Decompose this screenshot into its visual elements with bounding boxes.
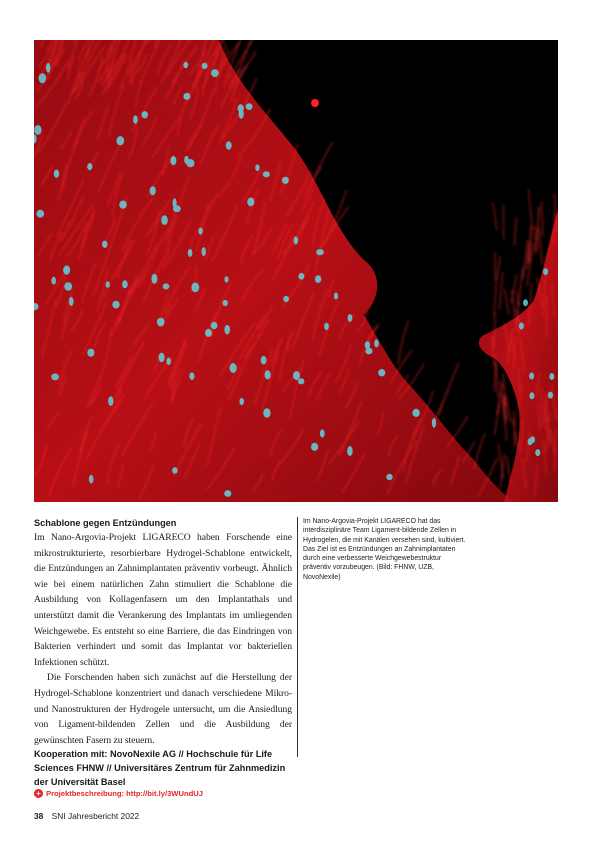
cell-nucleus: [87, 163, 92, 170]
cell-nucleus: [226, 141, 232, 150]
cell-nucleus: [173, 198, 177, 208]
cell-nucleus: [265, 370, 271, 379]
column-divider: [297, 517, 298, 757]
cell-nucleus: [282, 177, 289, 184]
cell-nucleus: [89, 475, 94, 484]
cell-nucleus: [112, 301, 119, 309]
project-link-text[interactable]: Projektbeschreibung: http://bit.ly/3WUndUJ: [46, 789, 203, 799]
cell-nucleus: [108, 396, 113, 406]
cell-nucleus: [183, 62, 188, 68]
cell-nucleus: [255, 164, 259, 171]
cell-nucleus: [102, 241, 108, 248]
cell-nucleus: [548, 392, 553, 399]
cell-nucleus: [432, 418, 436, 428]
cell-nucleus: [543, 268, 548, 275]
cell-nucleus: [36, 210, 44, 218]
cell-nucleus: [87, 349, 94, 357]
isolated-cell: [311, 99, 319, 107]
cell-nucleus: [198, 228, 202, 235]
cell-nucleus: [183, 93, 190, 100]
cell-nucleus: [365, 348, 372, 355]
cell-nucleus: [64, 282, 72, 291]
cell-nucleus: [69, 297, 74, 306]
cell-nucleus: [202, 63, 208, 69]
cell-nucleus: [535, 449, 540, 456]
cell-nucleus: [523, 299, 528, 306]
cell-nucleus: [224, 325, 230, 335]
cell-nucleus: [46, 63, 50, 73]
cell-nucleus: [263, 408, 270, 417]
cell-nucleus: [238, 104, 244, 112]
cell-nucleus: [315, 275, 321, 283]
page-number: 38: [34, 811, 44, 821]
cell-nucleus: [39, 73, 47, 83]
microscopy-figure: [34, 40, 558, 502]
cell-nucleus: [239, 398, 244, 405]
cell-nucleus: [320, 429, 325, 437]
plus-icon: +: [34, 789, 43, 798]
cell-nucleus: [334, 292, 338, 299]
cell-nucleus: [223, 300, 228, 306]
cell-nucleus: [298, 273, 304, 280]
cell-nucleus: [106, 281, 110, 288]
cell-nucleus: [230, 363, 237, 373]
cell-nucleus: [529, 392, 534, 399]
cooperation-partners: Kooperation mit: NovoNexile AG // Hochschule für Life Sciences FHNW // Universitäres Zentrum für Zahnmedizin der Universität Basel: [34, 749, 286, 787]
figure-caption: Im Nano-Argovia-Projekt LIGARECO hat das interdisziplinäre Team Ligament-bildende Zellen in Hydrogelen, die mit Kanälen versehen sind, kultiviert. Das Ziel ist es Entzündungen an Zahnimplantaten durch eine verbesserte Weichgewebestruktur präventiv vorzubeugen. (Bild: FHNW, UZB, NovoNexile): [303, 518, 466, 581]
cell-nucleus: [348, 314, 353, 322]
cell-nucleus: [324, 323, 329, 330]
cell-nucleus: [51, 373, 59, 380]
cell-nucleus: [159, 353, 165, 362]
cell-nucleus: [161, 215, 168, 225]
cell-nucleus: [365, 341, 370, 348]
cell-nucleus: [294, 236, 299, 244]
cell-nucleus: [224, 490, 231, 497]
cell-nucleus: [311, 443, 318, 451]
cell-nucleus: [347, 446, 353, 456]
cell-nucleus: [122, 280, 128, 288]
cell-nucleus: [202, 247, 206, 256]
cell-nucleus: [211, 322, 218, 330]
cell-nucleus: [54, 170, 59, 178]
cell-nucleus: [34, 125, 41, 135]
cell-nucleus: [157, 318, 165, 327]
cell-nucleus: [142, 111, 148, 118]
article-headline: Schablone gegen Entzündungen: [34, 518, 177, 528]
cell-nucleus: [133, 115, 138, 124]
article-column: [34, 517, 292, 798]
cell-nucleus: [374, 339, 379, 347]
cell-nucleus: [529, 373, 534, 380]
fluorescence-image: [34, 40, 558, 502]
cell-nucleus: [172, 467, 178, 473]
cell-nucleus: [519, 323, 524, 330]
cell-nucleus: [163, 283, 170, 289]
cell-nucleus: [298, 378, 304, 384]
cell-nucleus: [150, 186, 156, 195]
cell-nucleus: [293, 371, 300, 380]
actin-fiber: [535, 226, 536, 255]
cell-nucleus: [119, 201, 127, 209]
cell-nucleus: [184, 156, 189, 164]
cell-nucleus: [378, 369, 385, 376]
cell-nucleus: [189, 372, 194, 380]
article-paragraph-1: Im Nano-Argovia-Projekt LIGARECO haben Forschende eine mikrostrukturierte, resorbierbare Hydrogel-Schablone entwickelt, die Entzündungen an Zahnimplantaten präventiv vorbeugt. Ähnlich wie bei einem natürlichen Zahn stimuliert die Schablone die Ausbildung von Kollagenfasern um den Implantathals und unterstützt damit die Verankerung des Implantats im umliegenden Weichgewebe. Es entsteht so eine Barriere, die das Eindringen von Bakterien verhindert und somit das Implantat vor bakteriellen Infektionen schützt.: [34, 532, 292, 668]
cell-nucleus: [261, 356, 267, 365]
project-link[interactable]: [34, 789, 292, 798]
cell-nucleus: [51, 277, 56, 285]
publication-title: SNI Jahresbericht 2022: [51, 811, 140, 821]
cell-nucleus: [170, 156, 176, 165]
cell-nucleus: [386, 474, 392, 480]
cell-nucleus: [116, 136, 124, 145]
cell-nucleus: [166, 358, 171, 365]
actin-fiber: [494, 313, 495, 347]
cell-nucleus: [205, 329, 212, 337]
cell-nucleus: [412, 409, 419, 417]
cell-nucleus: [151, 274, 157, 284]
cell-nucleus: [247, 198, 254, 207]
cell-nucleus: [224, 276, 228, 282]
cell-nucleus: [211, 69, 219, 77]
cell-nucleus: [188, 249, 193, 257]
cell-nucleus: [549, 373, 554, 380]
cell-nucleus: [246, 103, 253, 110]
article-paragraph-2: Die Forschenden haben sich zunächst auf die Herstellung der Hydrogel-Schablone konzentriert und danach verschiedene Mikro- und Nanostrukturen der Hydrogele untersucht, um die Ansiedlung von Ligament-bildenden Zellen und die Ausbildung der gewünschten Fasern zu steuern.: [34, 672, 292, 746]
page-footer: [34, 811, 139, 821]
cell-nucleus: [191, 283, 199, 293]
cell-nucleus: [63, 265, 70, 274]
cell-nucleus: [528, 438, 533, 445]
cell-nucleus: [263, 171, 270, 177]
cell-nucleus: [316, 249, 324, 255]
cell-nucleus: [283, 296, 289, 302]
